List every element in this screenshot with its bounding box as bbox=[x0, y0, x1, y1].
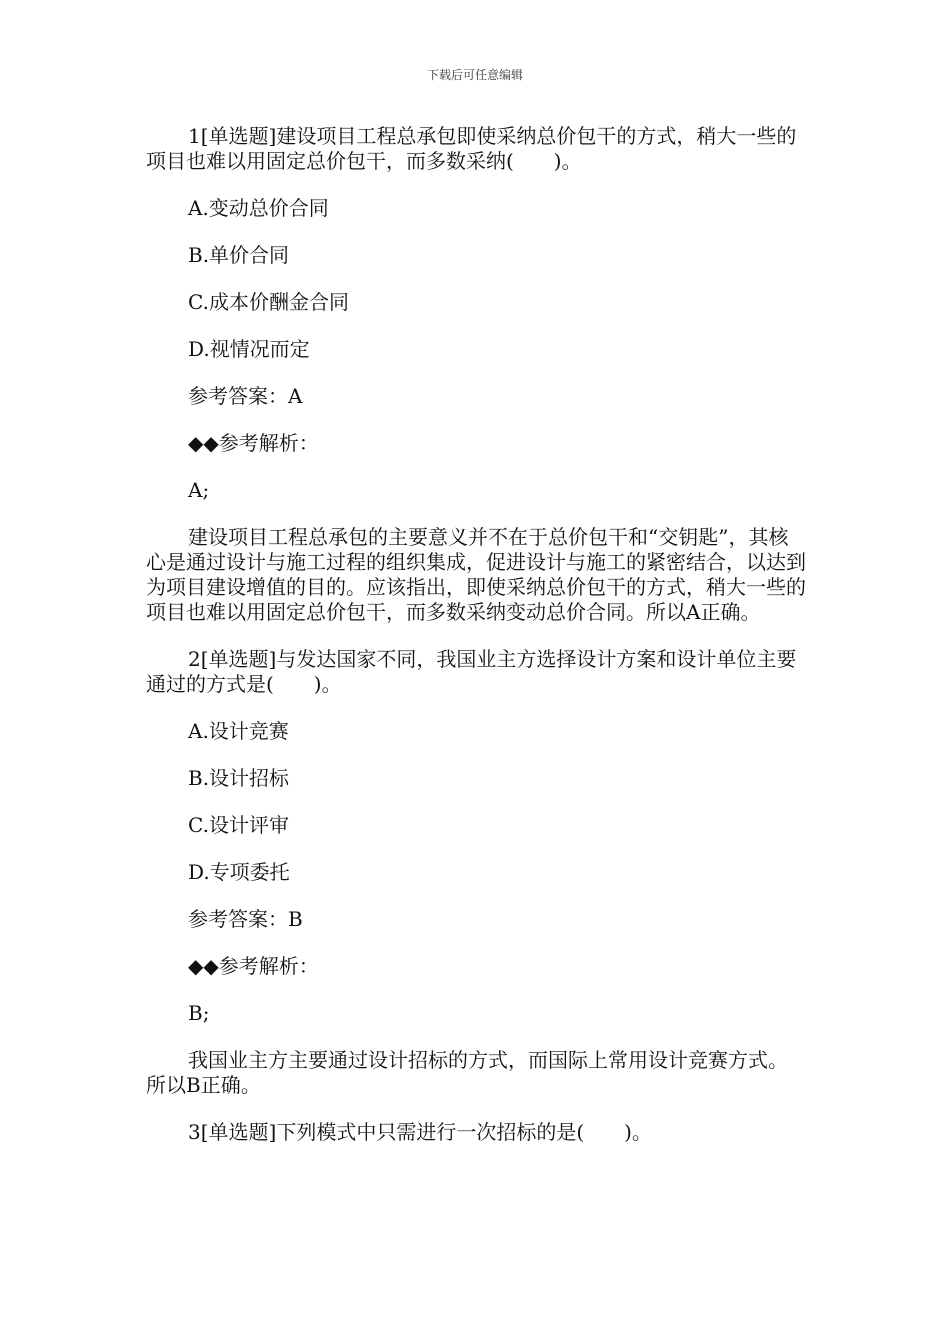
question-1-option-c: C.成本价酬金合同 bbox=[188, 290, 349, 314]
question-2-option-c: C.设计评审 bbox=[188, 813, 289, 837]
question-1-option-b: B.单价合同 bbox=[188, 243, 290, 267]
question-1-analysis-label: ◆◆参考解析： bbox=[188, 431, 319, 455]
question-2-analysis-label: ◆◆参考解析： bbox=[188, 954, 319, 978]
document-body bbox=[146, 124, 806, 1167]
question-2-option-a: A.设计竞赛 bbox=[188, 719, 289, 743]
question-1-option-a: A.变动总价合同 bbox=[188, 196, 329, 220]
question-1-analysis-key: A; bbox=[188, 478, 210, 502]
page-header-note: 下载后可任意编辑 bbox=[426, 68, 523, 82]
question-2-answer: 参考答案：B bbox=[188, 907, 303, 931]
question-2-option-d: D.专项委托 bbox=[188, 860, 290, 884]
question-3-stem: 3[单选题]下列模式中只需进行一次招标的是( )。 bbox=[188, 1120, 652, 1144]
question-2-stem: 2[单选题]与发达国家不同，我国业主方选择设计方案和设计单位主要通过的方式是( )。 bbox=[146, 647, 797, 696]
question-2-analysis-key: B; bbox=[188, 1001, 210, 1025]
question-1-stem: 1[单选题]建设项目工程总承包即使采纳总价包干的方式，稍大一些的项目也难以用固定总价包干，而多数采纳( )。 bbox=[146, 124, 797, 173]
question-1-analysis-text: 建设项目工程总承包的主要意义并不在于总价包干和“交钥匙”，其核心是通过设计与施工过程的组织集成，促进设计与施工的紧密结合，以达到为项目建设增值的目的。应该指出，即使采纳总价包干的方式，稍大一些的项目也难以用固定总价包干，而多数采纳变动总价合同。所以A正确。 bbox=[146, 525, 806, 624]
question-1-answer: 参考答案：A bbox=[188, 384, 303, 408]
question-2-option-b: B.设计招标 bbox=[188, 766, 290, 790]
question-1-option-d: D.视情况而定 bbox=[188, 337, 310, 361]
question-2-analysis-text: 我国业主方主要通过设计招标的方式，而国际上常用设计竞赛方式。所以B正确。 bbox=[146, 1048, 788, 1097]
